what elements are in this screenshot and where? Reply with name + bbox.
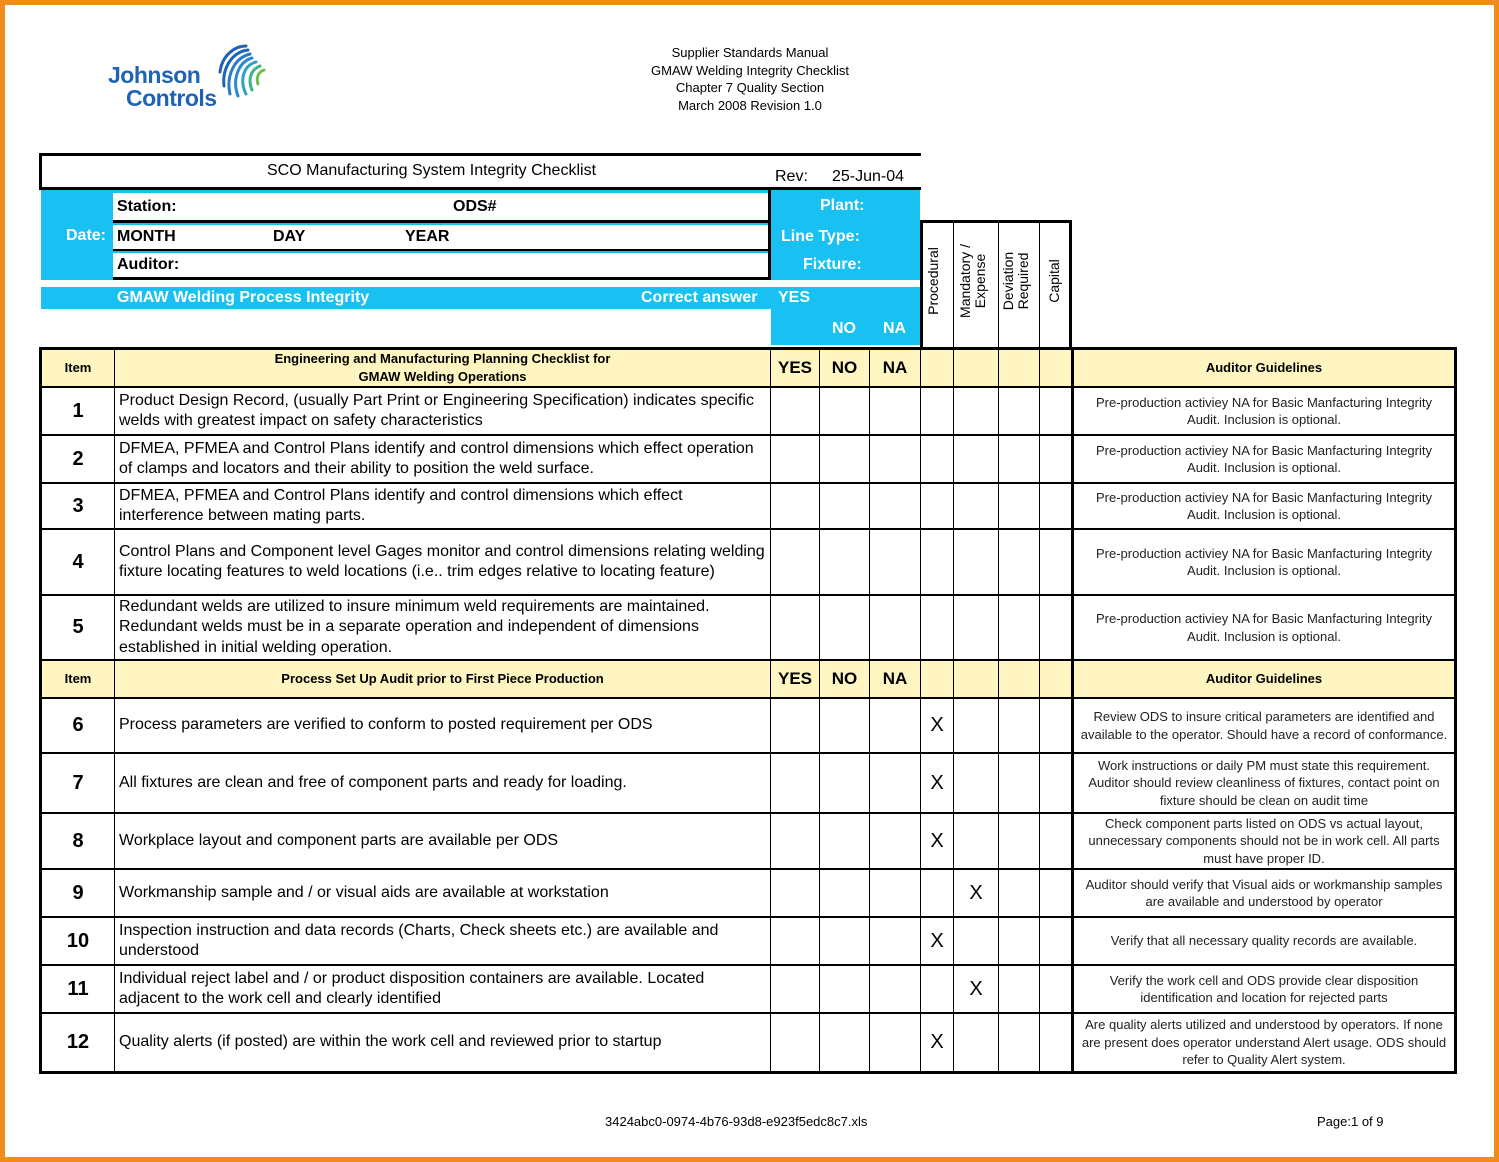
section-title-line-1: Process Set Up Audit prior to First Piece Production [281,671,604,686]
na-header: NA [870,349,921,388]
capital-cell [1040,483,1073,529]
day-label: DAY [273,228,306,245]
no-header: NO [820,349,870,388]
category-cell-capital [1040,349,1073,388]
checklist-row [41,965,1456,1013]
checklist-row [41,813,1456,869]
item-description: DFMEA, PFMEA and Control Plans identify and control dimensions which effect interference between mating parts. [115,483,771,529]
field-rule-right [768,190,771,280]
capital-cell [1040,965,1073,1013]
correct-answer-value: YES [778,289,811,306]
yes-header: YES [771,660,820,698]
item-number: 5 [41,595,115,660]
item-number: 3 [41,483,115,529]
answer-na-cell[interactable] [870,435,921,483]
category-divider-3 [1039,223,1040,348]
mandatory-cell [954,529,999,595]
no-header: NO [820,660,870,698]
category-capital: Capital [1046,259,1062,303]
answer-no-cell[interactable] [820,869,870,917]
procedural-cell [921,595,954,660]
item-number: 1 [41,387,115,435]
procedural-cell: X [921,917,954,965]
form-title: SCO Manufacturing System Integrity Checklist [267,162,597,179]
item-description: Process parameters are verified to conform to posted requirement per ODS [115,698,771,753]
mandatory-cell [954,698,999,753]
checklist-row [41,869,1456,917]
checklist-row [41,435,1456,483]
header-line-checklist: GMAW Welding Integrity Checklist [651,62,849,78]
rev-label: Rev: [775,168,808,185]
logo-wordmark [108,64,217,110]
answer-no-cell[interactable] [820,435,870,483]
header-line-chapter: Chapter 7 Quality Section [675,80,825,96]
procedural-cell [921,387,954,435]
date-label: Date: [66,227,107,244]
mandatory-cell [954,387,999,435]
answer-na-label: NA [883,320,907,337]
item-description: Product Design Record, (usually Part Print or Engineering Specification) indicates specific welds with greatest impact on safety characteristics [115,387,771,435]
section-header-row [41,349,1456,388]
item-description: DFMEA, PFMEA and Control Plans identify and control dimensions which effect operation of clamps and locators and their ability to position the weld surface. [115,435,771,483]
answer-na-cell[interactable] [870,917,921,965]
category-procedural: Procedural [925,247,941,315]
deviation-cell [999,698,1040,753]
capital-cell [1040,698,1073,753]
item-description: Control Plans and Component level Gages monitor and control dimensions relating welding fixture locating features to weld locations (i.e.. trim edges relative to locating feature) [115,529,771,595]
month-label: MONTH [117,228,176,245]
procedural-cell: X [921,753,954,813]
answer-yes-cell[interactable] [771,387,820,435]
deviation-cell [999,813,1040,869]
category-cell-mandatory [954,660,999,698]
item-description: Quality alerts (if posted) are within the work cell and reviewed prior to startup [115,1013,771,1072]
deviation-cell [999,483,1040,529]
item-number: 6 [41,698,115,753]
procedural-cell: X [921,698,954,753]
header-line-manual: Supplier Standards Manual [671,45,829,60]
item-description: Individual reject label and / or product disposition containers are available. Located adjacent to the work cell and clearly identified [115,965,771,1013]
category-cell-capital [1040,660,1073,698]
section-title-line-1: Engineering and Manufacturing Planning Checklist for [274,351,611,366]
answer-no-cell[interactable] [820,698,870,753]
answer-no-cell[interactable] [820,483,870,529]
auditor-guideline: Review ODS to insure critical parameters are identified and available to the operator. Should have a record of conformance. [1073,698,1456,753]
auditor-guideline: Work instructions or daily PM must state this requirement. Auditor should review cleanliness of fixtures, contact point on fixture should be clean on audit time [1073,753,1456,813]
auditor-field[interactable] [113,253,768,278]
procedural-cell [921,965,954,1013]
footer-filename: 3424abc0-0974-4b76-93d8-e923f5edc8c7.xls [605,1114,868,1129]
item-number: 12 [41,1013,115,1072]
yes-header: YES [771,349,820,388]
checklist-row [41,1013,1456,1072]
answer-no-cell[interactable] [820,965,870,1013]
procedural-cell [921,869,954,917]
item-number: 9 [41,869,115,917]
procedural-cell [921,435,954,483]
field-rule-3 [113,277,768,280]
checklist-row [41,387,1456,435]
correct-answer-label: Correct answer [641,289,758,306]
procedural-cell [921,483,954,529]
capital-cell [1040,917,1073,965]
station-label: Station: [117,198,177,215]
capital-cell [1040,813,1073,869]
item-description: Workmanship sample and / or visual aids are available at workstation [115,869,771,917]
answer-na-cell[interactable] [870,965,921,1013]
deviation-cell [999,595,1040,660]
capital-cell [1040,529,1073,595]
procedural-cell [921,529,954,595]
checklist-row [41,595,1456,660]
answer-yes-cell[interactable] [771,917,820,965]
answer-no-label: NO [832,320,856,337]
deviation-cell [999,387,1040,435]
section-title [115,349,771,388]
checklist-row [41,917,1456,965]
answer-no-cell[interactable] [820,529,870,595]
answer-no-cell[interactable] [820,813,870,869]
deviation-cell [999,917,1040,965]
answer-no-cell[interactable] [820,387,870,435]
item-number: 8 [41,813,115,869]
item-description: All fixtures are clean and free of component parts and ready for loading. [115,753,771,813]
capital-cell [1040,869,1073,917]
auditor-guideline: Pre-production activiey NA for Basic Manfacturing Integrity Audit. Inclusion is optional. [1073,435,1456,483]
answer-na-cell[interactable] [870,813,921,869]
auditor-guidelines-header: Auditor Guidelines [1073,349,1456,388]
line-type-label: Line Type: [781,228,860,245]
mandatory-cell [954,1013,999,1072]
mandatory-cell [954,483,999,529]
auditor-guideline: Pre-production activiey NA for Basic Manfacturing Integrity Audit. Inclusion is optional. [1073,529,1456,595]
checklist-table [39,347,1457,1074]
answer-na-cell[interactable] [870,595,921,660]
auditor-guideline: Are quality alerts utilized and understood by operators. If none are present does operator understand Alert usage. ODS should refer to Quality Alert system. [1073,1013,1456,1072]
item-number: 7 [41,753,115,813]
capital-cell [1040,1013,1073,1072]
mandatory-cell [954,435,999,483]
answer-na-cell[interactable] [870,387,921,435]
fixture-label: Fixture: [803,256,862,273]
answer-na-cell[interactable] [870,869,921,917]
auditor-guideline: Verify that all necessary quality records are available. [1073,917,1456,965]
category-deviation: Deviation Required [1000,251,1031,311]
deviation-cell [999,965,1040,1013]
procedural-cell: X [921,813,954,869]
deviation-cell [999,1013,1040,1072]
ods-label: ODS# [453,198,497,215]
item-number: 2 [41,435,115,483]
answer-na-cell[interactable] [870,753,921,813]
auditor-guidelines-header: Auditor Guidelines [1073,660,1456,698]
answer-na-cell[interactable] [870,529,921,595]
checklist-row [41,753,1456,813]
answer-yes-cell[interactable] [771,435,820,483]
rev-value: 25-Jun-04 [832,168,905,185]
category-divider-2 [998,223,999,348]
logo-line-1: Johnson [108,62,201,88]
checklist-row [41,529,1456,595]
answer-no-cell[interactable] [820,595,870,660]
mandatory-cell [954,917,999,965]
category-cell-deviation [999,660,1040,698]
answer-yes-cell[interactable] [771,595,820,660]
auditor-guideline: Auditor should verify that Visual aids or workmanship samples are available and understood by operator [1073,869,1456,917]
auditor-guideline: Verify the work cell and ODS provide clear disposition identification and location for rejected parts [1073,965,1456,1013]
title-rule-top [39,153,921,156]
mandatory-cell: X [954,965,999,1013]
auditor-guideline: Pre-production activiey NA for Basic Manfacturing Integrity Audit. Inclusion is optional. [1073,483,1456,529]
answer-yes-cell[interactable] [771,1013,820,1072]
answer-na-cell[interactable] [870,1013,921,1072]
section-item-header: Item [41,349,115,388]
header-line-revision: March 2008 Revision 1.0 [678,97,822,113]
capital-cell [1040,753,1073,813]
category-cell-procedural [921,349,954,388]
plant-label: Plant: [820,197,865,214]
answer-no-cell[interactable] [820,753,870,813]
deviation-cell [999,435,1040,483]
item-description: Workplace layout and component parts are available per ODS [115,813,771,869]
checklist-row [41,483,1456,529]
deviation-cell [999,529,1040,595]
deviation-cell [999,753,1040,813]
auditor-guideline: Pre-production activiey NA for Basic Manfacturing Integrity Audit. Inclusion is optional. [1073,595,1456,660]
category-cell-procedural [921,660,954,698]
logo-line-2: Controls [126,85,217,111]
capital-cell [1040,435,1073,483]
answer-no-cell[interactable] [820,1013,870,1072]
answer-yes-cell[interactable] [771,965,820,1013]
footer-page-number: Page:1 of 9 [1317,1114,1384,1129]
deviation-cell [999,869,1040,917]
capital-cell [1040,387,1073,435]
category-divider-1 [953,223,954,348]
category-cell-mandatory [954,349,999,388]
capital-cell [1040,595,1073,660]
auditor-label: Auditor: [117,256,180,273]
section-title [115,660,771,698]
answer-no-cell[interactable] [820,917,870,965]
title-rule-left [39,153,42,190]
answer-yes-cell[interactable] [771,753,820,813]
checklist-row [41,698,1456,753]
answer-yes-cell[interactable] [771,869,820,917]
auditor-guideline: Pre-production activiey NA for Basic Manfacturing Integrity Audit. Inclusion is optional. [1073,387,1456,435]
mandatory-cell [954,813,999,869]
field-rule-1 [113,220,768,223]
section-item-header: Item [41,660,115,698]
answer-yes-cell[interactable] [771,813,820,869]
logo-globe-icon [212,42,268,100]
category-cell-deviation [999,349,1040,388]
section-header-row [41,660,1456,698]
mandatory-cell [954,595,999,660]
item-description: Redundant welds are utilized to insure minimum weld requirements are maintained. Redundant welds must be in a separate operation and independent of dimensions established in initial welding operation. [115,595,771,660]
answer-na-cell[interactable] [870,698,921,753]
section-title-line-2: GMAW Welding Operations [358,369,527,384]
answer-na-cell[interactable] [870,483,921,529]
item-number: 4 [41,529,115,595]
procedural-cell: X [921,1013,954,1072]
category-mandatory: Mandatory / Expense [957,244,988,318]
answer-yes-cell[interactable] [771,698,820,753]
field-rule-2 [113,249,768,251]
auditor-guideline: Check component parts listed on ODS vs actual layout, unnecessary components should not be in work cell. All parts must have proper ID. [1073,813,1456,869]
answer-yes-cell[interactable] [771,529,820,595]
na-header: NA [870,660,921,698]
mandatory-cell: X [954,869,999,917]
section-label: GMAW Welding Process Integrity [117,289,370,306]
mandatory-cell [954,753,999,813]
year-label: YEAR [405,228,450,245]
document-header [560,44,940,114]
answer-yes-cell[interactable] [771,483,820,529]
item-number: 11 [41,965,115,1013]
station-field[interactable] [113,193,768,220]
item-description: Inspection instruction and data records (Charts, Check sheets etc.) are available and understood [115,917,771,965]
item-number: 10 [41,917,115,965]
